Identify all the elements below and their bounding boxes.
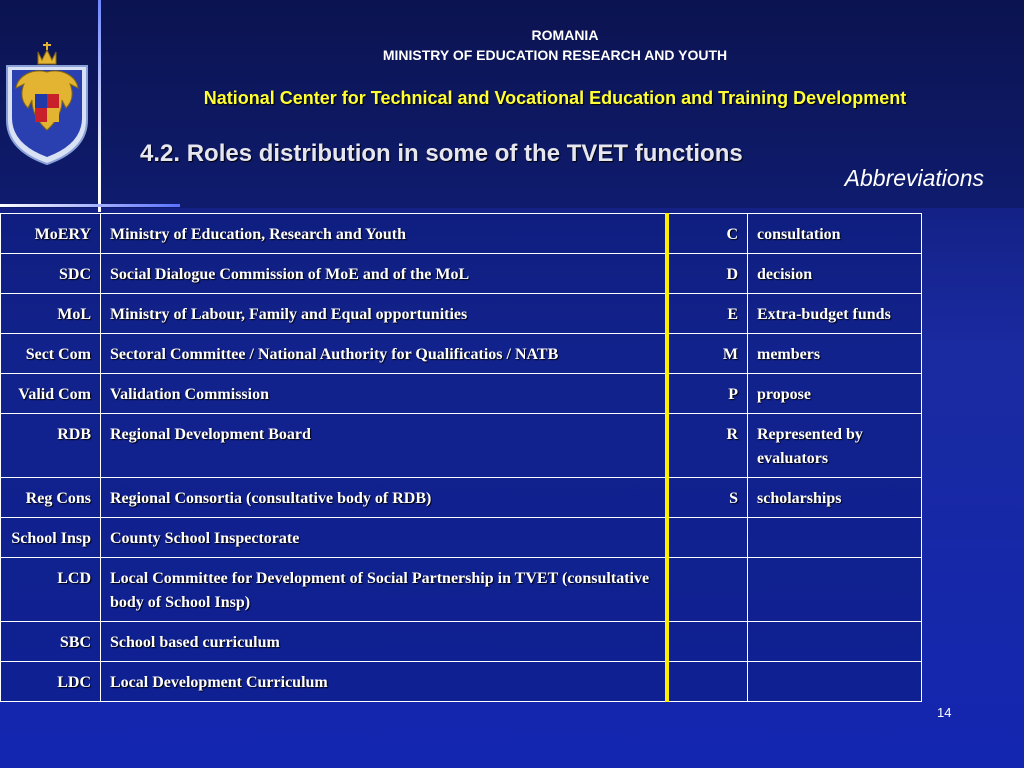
table-row [1, 334, 922, 374]
code-meaning-cell: members [748, 334, 922, 374]
table-row [1, 214, 922, 254]
code-cell: D [667, 254, 748, 294]
page-number: 14 [937, 705, 952, 720]
code-cell: C [667, 214, 748, 254]
meaning-cell: Regional Consortia (consultative body of RDB) [101, 478, 668, 518]
code-meaning-cell: Extra-budget funds [748, 294, 922, 334]
code-cell [667, 518, 748, 558]
abbr-cell: LDC [1, 662, 101, 702]
code-meaning-cell: consultation [748, 214, 922, 254]
meaning-cell: Local Development Curriculum [101, 662, 668, 702]
code-meaning-cell: Represented by evaluators [748, 414, 922, 478]
code-meaning-cell: propose [748, 374, 922, 414]
header-center: National Center for Technical and Vocational Education and Training Development [203, 88, 907, 108]
table-row [1, 662, 922, 702]
meaning-cell: Regional Development Board [101, 414, 668, 478]
meaning-cell: Validation Commission [101, 374, 668, 414]
table-row [1, 294, 922, 334]
abbr-cell: SBC [1, 622, 101, 662]
code-cell: M [667, 334, 748, 374]
table-row [1, 254, 922, 294]
code-meaning-cell [748, 518, 922, 558]
abbr-cell: MoL [1, 294, 101, 334]
code-meaning-cell: scholarships [748, 478, 922, 518]
code-meaning-cell: decision [748, 254, 922, 294]
code-cell: E [667, 294, 748, 334]
code-cell [667, 558, 748, 622]
table-row [1, 414, 922, 478]
code-meaning-cell [748, 558, 922, 622]
abbr-cell: MoERY [1, 214, 101, 254]
code-cell [667, 662, 748, 702]
abbr-cell: LCD [1, 558, 101, 622]
meaning-cell: Ministry of Education, Research and Youth [101, 214, 668, 254]
table-row [1, 558, 922, 622]
code-cell [667, 622, 748, 662]
meaning-cell: School based curriculum [101, 622, 668, 662]
table-row [1, 518, 922, 558]
code-meaning-cell [748, 622, 922, 662]
code-cell: R [667, 414, 748, 478]
meaning-cell: Ministry of Labour, Family and Equal opportunities [101, 294, 668, 334]
code-meaning-cell [748, 662, 922, 702]
coat-of-arms-icon [2, 38, 92, 168]
page-title: 4.2. Roles distribution in some of the TVET functions [140, 140, 743, 167]
meaning-cell: Social Dialogue Commission of MoE and of the MoL [101, 254, 668, 294]
code-cell: S [667, 478, 748, 518]
header-ministry: MINISTRY OF EDUCATION RESEARCH AND YOUTH [382, 47, 728, 63]
abbr-cell: Sect Com [1, 334, 101, 374]
abbr-cell: School Insp [1, 518, 101, 558]
meaning-cell: County School Inspectorate [101, 518, 668, 558]
code-cell: P [667, 374, 748, 414]
page-subtitle: Abbreviations [844, 165, 984, 191]
meaning-cell: Local Committee for Development of Social Partnership in TVET (consultative body of School Insp) [101, 558, 668, 622]
header-country: ROMANIA [531, 27, 599, 43]
table-row [1, 374, 922, 414]
abbreviations-table [0, 213, 922, 702]
horizontal-accent-line [0, 204, 180, 207]
abbr-cell: Reg Cons [1, 478, 101, 518]
table-row [1, 478, 922, 518]
table-row [1, 622, 922, 662]
abbr-cell: RDB [1, 414, 101, 478]
meaning-cell: Sectoral Committee / National Authority for Qualificatios / NATB [101, 334, 668, 374]
abbr-cell: SDC [1, 254, 101, 294]
abbr-cell: Valid Com [1, 374, 101, 414]
